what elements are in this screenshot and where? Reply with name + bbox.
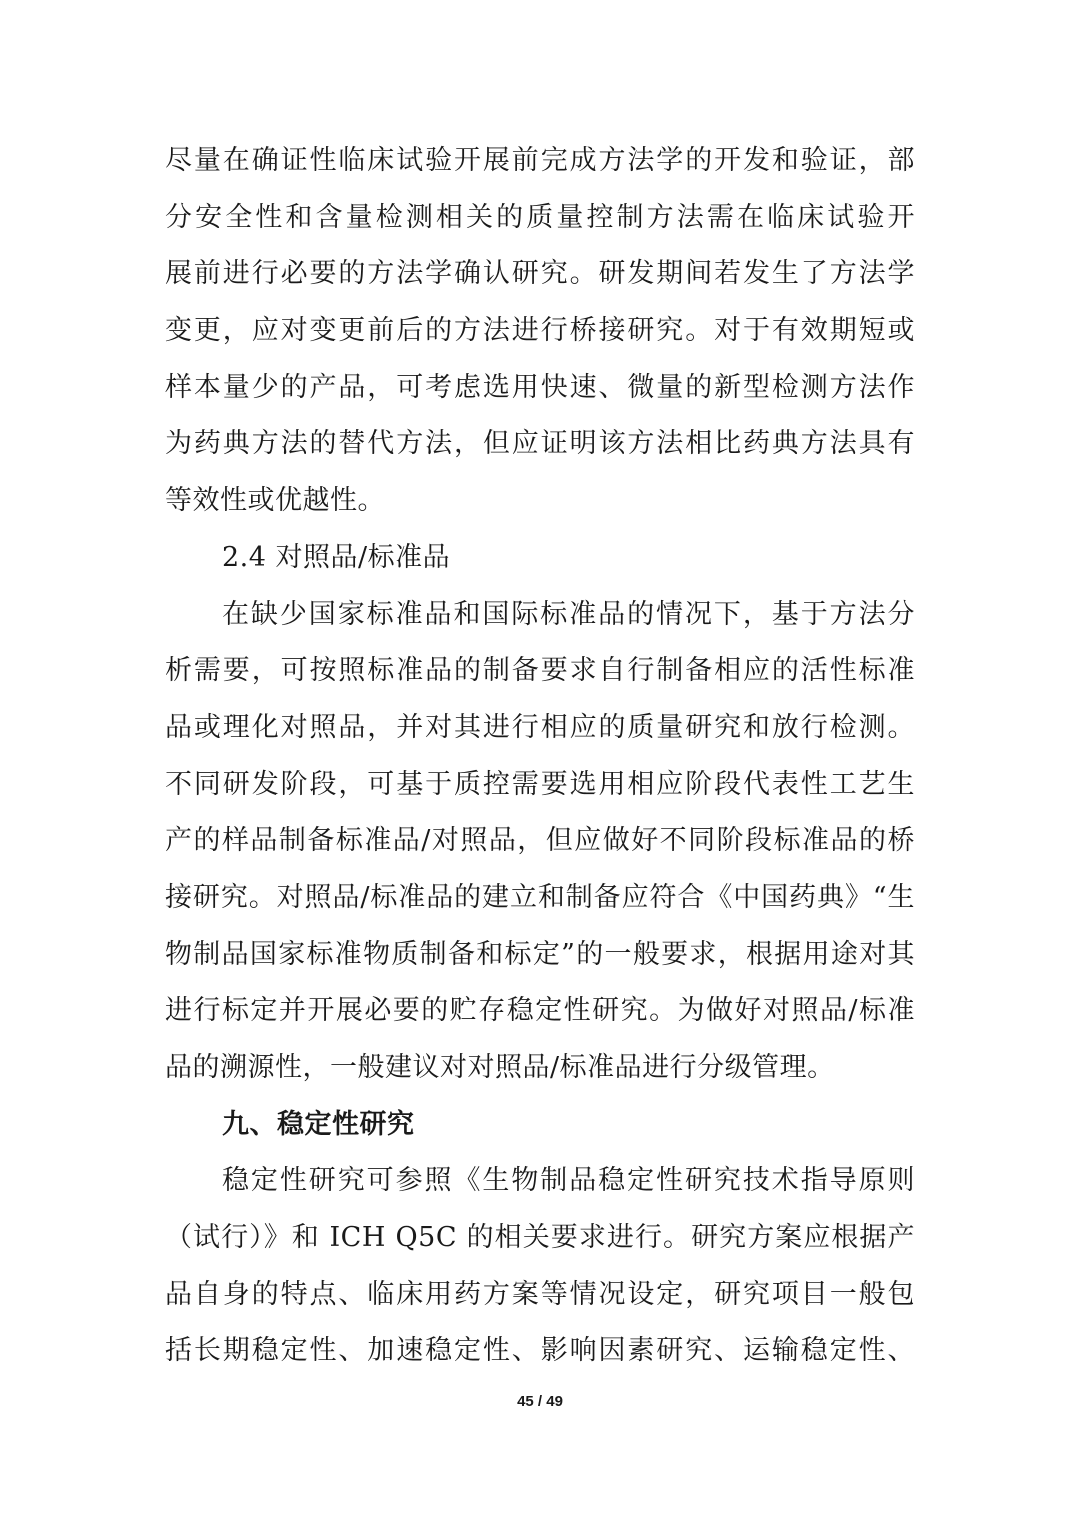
paragraph-line: 样本量少的产品，可考虑选用快速、微量的新型检测方法作 — [165, 371, 915, 403]
paragraph-line: 括长期稳定性、加速稳定性、影响因素研究、运输稳定性、 — [165, 1335, 915, 1367]
paragraph-line: 分安全性和含量检测相关的质量控制方法需在临床试验开 — [165, 201, 915, 233]
paragraph-line: 等效性或优越性。 — [165, 485, 385, 517]
page-number: 45 / 49 — [517, 1393, 563, 1410]
document-body — [165, 133, 915, 1380]
paragraph-line: 在缺少国家标准品和国际标准品的情况下，基于方法分 — [222, 598, 915, 630]
section-heading-2-4: 2.4 对照品/标准品 — [222, 541, 451, 573]
paragraph-line: 析需要，可按照标准品的制备要求自行制备相应的活性标准 — [165, 655, 915, 687]
paragraph-line: 为药典方法的替代方法，但应证明该方法相比药典方法具有 — [165, 428, 915, 460]
paragraph-line: 变更，应对变更前后的方法进行桥接研究。对于有效期短或 — [165, 315, 915, 347]
paragraph-line: （试行）》和 ICH Q5C 的相关要求进行。研究方案应根据产 — [165, 1222, 915, 1254]
paragraph-line: 品或理化对照品，并对其进行相应的质量研究和放行检测。 — [165, 711, 915, 743]
paragraph-line: 品自身的特点、临床用药方案等情况设定，研究项目一般包 — [165, 1278, 915, 1310]
paragraph-line: 产的样品制备标准品/对照品，但应做好不同阶段标准品的桥 — [165, 825, 915, 857]
paragraph-line: 稳定性研究可参照《生物制品稳定性研究技术指导原则 — [222, 1165, 915, 1197]
paragraph-line: 展前进行必要的方法学确认研究。研发期间若发生了方法学 — [165, 258, 915, 290]
paragraph-line: 进行标定并开展必要的贮存稳定性研究。为做好对照品/标准 — [165, 995, 915, 1027]
paragraph-line: 物制品国家标准物质制备和标定”的一般要求，根据用途对其 — [165, 938, 915, 970]
section-heading-9: 九、稳定性研究 — [222, 1108, 415, 1140]
paragraph-line: 不同研发阶段，可基于质控需要选用相应阶段代表性工艺生 — [165, 768, 915, 800]
paragraph-line: 尽量在确证性临床试验开展前完成方法学的开发和验证，部 — [165, 145, 915, 176]
paragraph-line: 品的溯源性，一般建议对对照品/标准品进行分级管理。 — [165, 1052, 835, 1083]
paragraph-line: 接研究。对照品/标准品的建立和制备应符合《中国药典》“生 — [165, 881, 915, 913]
